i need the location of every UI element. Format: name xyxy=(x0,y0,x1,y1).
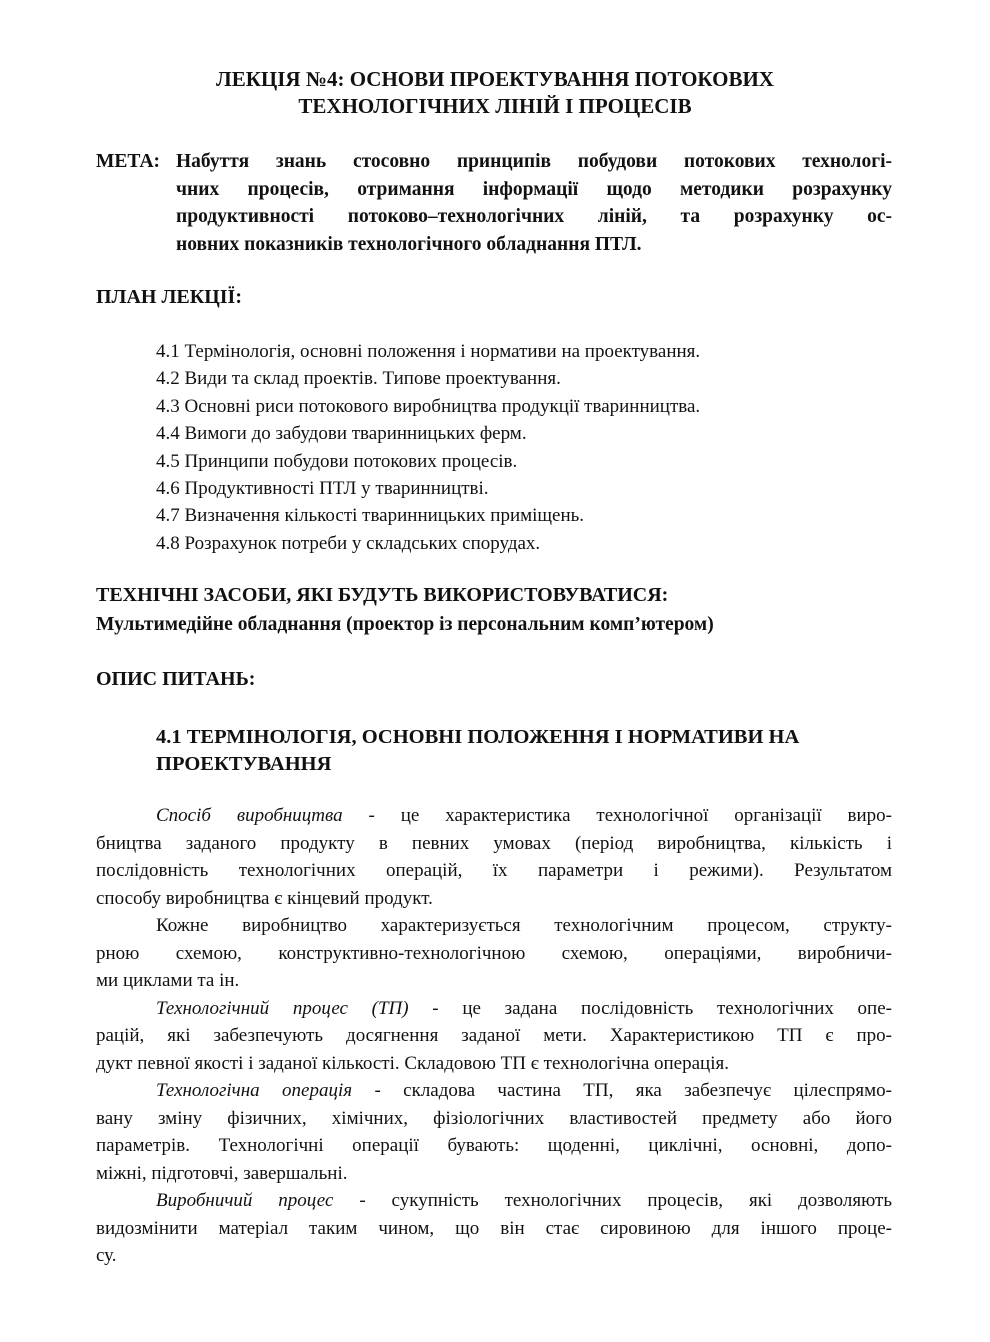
paragraph-line: бництва заданого продукту в певних умовах (період виробництва, кількість і xyxy=(96,832,892,854)
term: Виробничий процес xyxy=(156,1190,334,1211)
paragraph-line: ми циклами та ін. xyxy=(96,970,240,991)
lecture-title-line-1: ЛЕКЦІЯ №4: ОСНОВИ ПРОЕКТУВАННЯ ПОТОКОВИХ xyxy=(216,67,774,91)
plan-item: 4.7 Визначення кількості тваринницьких приміщень. xyxy=(156,505,585,527)
paragraph-line: Кожне виробництво характеризується технологічним процесом, структу- xyxy=(156,915,892,936)
paragraph-line: видозмінити матеріал таким чином, що він стає сировиною для іншого проце- xyxy=(96,1217,892,1239)
text: - це характеристика технологічної організації виро- xyxy=(342,805,892,826)
paragraph-line xyxy=(96,995,892,1023)
paragraph-line: параметрів. Технологічні операції бувають: щоденні, циклічні, основні, допо- xyxy=(96,1135,892,1156)
tech-text: Мультимедійне обладнання (проектор із персональним комп’ютером) xyxy=(96,614,714,635)
paragraph-line: рацій, які забезпечують досягнення заданої мети. Характеристикою ТП є про- xyxy=(96,1025,892,1046)
paragraph-line: дукт певної якості і заданої кількості. Складовою ТП є технологічна операція. xyxy=(96,1052,729,1074)
term: Технологічна операція xyxy=(156,1080,353,1101)
goal-line: продуктивності потоково–технологічних ліній, та розрахунку ос- xyxy=(176,206,892,227)
text: - це задана послідовність технологічних опе- xyxy=(408,997,892,1019)
section-title-line-2: ПРОЕКТУВАННЯ xyxy=(156,753,332,775)
paragraph-line xyxy=(96,1187,892,1215)
paragraph-line: вану зміну фізичних, хімічних, фізіологічних властивостей предмету або його xyxy=(96,1107,892,1129)
plan-item: 4.5 Принципи побудови потокових процесів. xyxy=(156,450,518,472)
lecture-title-line-2: ТЕХНОЛОГІЧНИХ ЛІНІЙ І ПРОЦЕСІВ xyxy=(298,94,692,118)
term: Спосіб виробництва xyxy=(156,805,343,826)
paragraph-line xyxy=(96,802,892,830)
plan-item: 4.4 Вимоги до забудови тваринницьких ферм. xyxy=(156,423,527,445)
paragraph-line: способу виробництва є кінцевий продукт. xyxy=(96,887,433,909)
section-title xyxy=(156,724,799,778)
questions-heading: ОПИС ПИТАНЬ: xyxy=(96,668,256,690)
goal-line: чних процесів, отримання інформації щодо методики розрахунку xyxy=(176,178,892,200)
plan-item: 4.1 Термінологія, основні положення і нормативи на проектування. xyxy=(156,341,701,362)
section-body xyxy=(96,802,892,1270)
lecture-title xyxy=(0,66,990,120)
plan-heading: ПЛАН ЛЕКЦІЇ: xyxy=(96,286,242,308)
paragraph-line: су. xyxy=(96,1245,117,1266)
tech-heading: ТЕХНІЧНІ ЗАСОБИ, ЯКІ БУДУТЬ ВИКОРИСТОВУВАТИСЯ: xyxy=(96,584,669,606)
paragraph-line xyxy=(96,1077,892,1105)
goal-line: новних показників технологічного обладнання ПТЛ. xyxy=(176,233,642,255)
goal-line: Набуття знань стосовно принципів побудови потокових технологі- xyxy=(176,151,892,172)
paragraph-line: послідовність технологічних операцій, їх параметри і режими). Результатом xyxy=(96,860,892,881)
plan-item: 4.3 Основні риси потокового виробництва продукції тваринництва. xyxy=(156,395,701,417)
text: - складова частина ТП, яка забезпечує цілеспрямо- xyxy=(352,1080,892,1101)
goal-label: МЕТА: xyxy=(96,151,161,172)
paragraph-line: рною схемою, конструктивно-технологічною схемою, операціями, виробничи- xyxy=(96,942,892,964)
text: - сукупність технологічних процесів, які дозволяють xyxy=(333,1190,892,1211)
plan-item: 4.2 Види та склад проектів. Типове проектування. xyxy=(156,368,561,390)
section-title-line-1: 4.1 ТЕРМІНОЛОГІЯ, ОСНОВНІ ПОЛОЖЕННЯ І НОРМАТИВИ НА xyxy=(156,726,800,748)
plan-item: 4.6 Продуктивності ПТЛ у тваринництві. xyxy=(156,478,489,500)
plan-list xyxy=(156,338,700,557)
term: Технологічний процес (ТП) xyxy=(156,997,409,1019)
plan-item: 4.8 Розрахунок потреби у складських спорудах. xyxy=(156,532,541,554)
paragraph-line: міжні, підготовчі, завершальні. xyxy=(96,1162,348,1184)
